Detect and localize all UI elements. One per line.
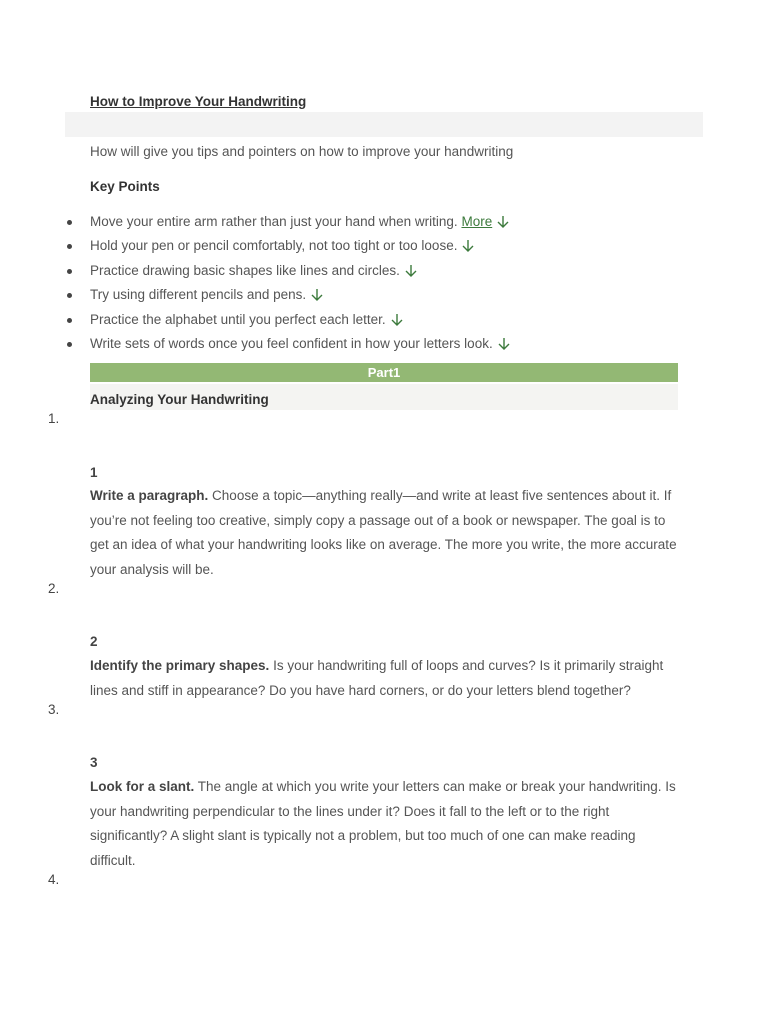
bullet-text: Try using different pencils and pens. [90,287,307,303]
list-number-marker: 4. [48,872,60,887]
step-body: Choose a topic—anything really—and write at least five sentences about it. If you’re not feeling too creative, simply copy a passage out of a book or newspaper. The goal is to get an idea of what your handwriting looks like on average. The more you write, the more accurate your analysis will be. [90,488,677,577]
step-paragraph [90,484,680,582]
section-title: Analyzing Your Handwriting [90,392,269,407]
step-number: 2 [90,634,98,649]
bullet-text: Practice the alphabet until you perfect each letter. [90,311,386,327]
list-item [0,285,768,309]
key-points-heading: Key Points [90,179,160,194]
bullet-icon [67,342,72,347]
step-paragraph [90,775,680,873]
part-header-bar: Part1 [90,363,678,382]
step-lead: Identify the primary shapes. [90,658,270,673]
down-arrow-icon[interactable] [310,288,324,302]
page-title: How to Improve Your Handwriting [90,94,307,109]
list-number-marker: 3. [48,702,60,717]
bullet-icon [67,318,72,323]
list-item [0,310,768,334]
step-body: Is your handwriting full of loops and curves? Is it primarily straight lines and stiff in appearance? Do you have hard corners, or do your letters blend together? [90,658,664,698]
key-points-list [0,212,768,358]
step-number: 3 [90,755,98,770]
step-number: 1 [90,465,98,480]
more-link[interactable]: More [461,214,493,229]
intro-text: How will give you tips and pointers on how to improve your handwriting [90,144,514,159]
list-number-marker: 1. [48,411,60,426]
down-arrow-icon[interactable] [497,337,511,351]
bullet-text: Hold your pen or pencil comfortably, not too tight or too loose. [90,238,458,254]
bullet-text: Move your entire arm rather than just your hand when writing. [90,214,458,229]
step-lead: Look for a slant. [90,779,195,794]
list-item [0,212,768,236]
step-paragraph [90,654,680,703]
down-arrow-icon[interactable] [390,313,404,327]
down-arrow-icon[interactable] [461,239,475,253]
bullet-icon [67,244,72,249]
list-item [0,261,768,285]
bullet-icon [67,220,72,225]
bullet-icon [67,269,72,274]
list-number-marker: 2. [48,581,60,596]
bullet-icon [67,293,72,298]
list-item [0,334,768,358]
step-lead: Write a paragraph. [90,488,209,503]
down-arrow-icon[interactable] [404,264,418,278]
bullet-text: Write sets of words once you feel confident in how your letters look. [90,335,493,351]
step-body: The angle at which you write your letters can make or break your handwriting. Is your handwriting perpendicular to the lines under it? Does it fall to the left or to the right significantly? A slight slant is typically not a problem, but too much of one can make reading difficult. [90,779,676,868]
list-item [0,236,768,260]
bullet-text: Practice drawing basic shapes like lines and circles. [90,262,400,278]
down-arrow-icon[interactable] [496,215,510,229]
title-spacer-band [65,112,703,137]
